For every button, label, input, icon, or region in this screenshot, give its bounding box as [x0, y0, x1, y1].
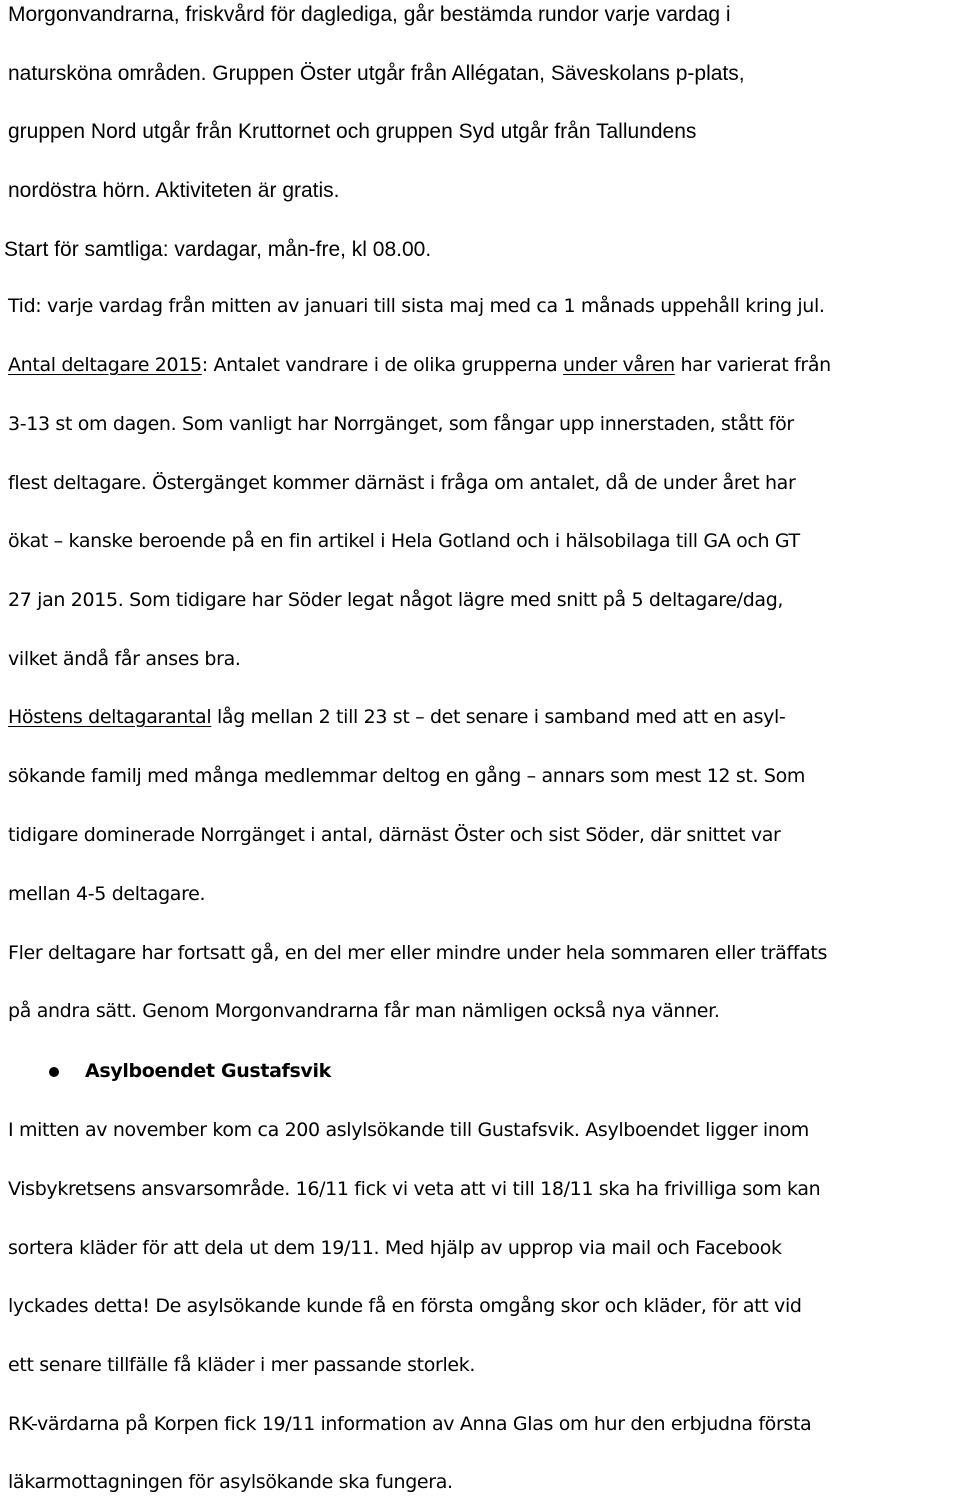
antal-text-a: : Antalet vandrare i de olika grupperna: [201, 354, 563, 376]
host-line-4: mellan 4-5 deltagare.: [8, 883, 206, 905]
antal-text-b: har varierat från: [674, 354, 831, 376]
asyl-line-7: läkarmottagningen för asylsökande ska fungera.: [8, 1471, 453, 1493]
asyl-line-5: ett senare tillfälle få kläder i mer passande storlek.: [8, 1354, 476, 1376]
antal-line-4: ökat – kanske beroende på en fin artikel i Hela Gotland och i hälsobilaga till GA och GT: [8, 530, 800, 552]
antal-line-5: 27 jan 2015. Som tidigare har Söder legat något lägre med snitt på 5 deltagare/dag,: [8, 589, 784, 611]
bullet-icon: [49, 1067, 59, 1077]
fler-line-1: Fler deltagare har fortsatt gå, en del mer eller mindre under hela sommaren eller träffats: [8, 942, 828, 964]
asyl-line-1: I mitten av november kom ca 200 aslylsökande till Gustafsvik. Asylboendet ligger inom: [8, 1119, 809, 1141]
intro-line-1: Morgonvandrarna, friskvård för dagledigа, går bestämda rundor varje vardag i: [8, 3, 731, 26]
intro-line-4: nordöstra hörn. Aktiviteten är gratis.: [8, 179, 340, 202]
host-line-2: sökande familj med många medlemmar deltog en gång – annars som mest 12 st. Som: [8, 765, 806, 787]
antal-line-3: flest deltagare. Östergänget kommer därnäst i fråga om antalet, då de under året har: [8, 472, 796, 494]
antal-underline: under våren: [562, 354, 675, 376]
asyl-line-3: sortera kläder för att dela ut dem 19/11. Med hjälp av upprop via mail och Facebook: [8, 1237, 782, 1259]
antal-line-2: 3-13 st om dagen. Som vanligt har Norrgänget, som fångar upp innerstaden, stått för: [8, 413, 794, 435]
antal-line-1: [8, 356, 831, 375]
host-line-3: tidigare dominerade Norrgänget i antal, därnäst Öster och sist Söder, där snittet var: [8, 824, 781, 846]
host-text: låg mellan 2 till 23 st – det senare i samband med att en asyl-: [211, 706, 786, 728]
asyl-heading: Asylboendet Gustafsvik: [85, 1060, 331, 1082]
antal-line-6: vilket ändå får anses bra.: [8, 648, 241, 670]
tid-paragraph: Tid: varje vardag från mitten av januari till sista maj med ca 1 månads uppehåll kring jul.: [8, 295, 825, 317]
host-line-1: [8, 708, 785, 727]
fler-line-2: på andra sätt. Genom Morgonvandrarna får man nämligen också nya vänner.: [8, 1000, 720, 1022]
asyl-line-2: Visbykretsens ansvarsområde. 16/11 fick vi veta att vi till 18/11 ska ha frivilliga som kan: [8, 1178, 821, 1200]
host-label: Höstens deltagarantal: [8, 706, 212, 728]
intro-line-3: gruppen Nord utgår från Kruttornet och gruppen Syd utgår från Tallundens: [8, 120, 697, 143]
asyl-line-4: lyckades detta! De asylsökande kunde få en första omgång skor och kläder, för att vid: [8, 1295, 802, 1317]
intro-line-2: natursköna områden. Gruppen Öster utgår från Allégatan, Säveskolans p-plats,: [8, 62, 745, 85]
antal-label: Antal deltagare 2015: [8, 354, 202, 376]
intro-start-time: Start för samtliga: vardagar, mån-fre, kl 08.00.: [4, 238, 432, 261]
asyl-line-6: RK-värdarna på Korpen fick 19/11 information av Anna Glas om hur den erbjudna första: [8, 1413, 812, 1435]
